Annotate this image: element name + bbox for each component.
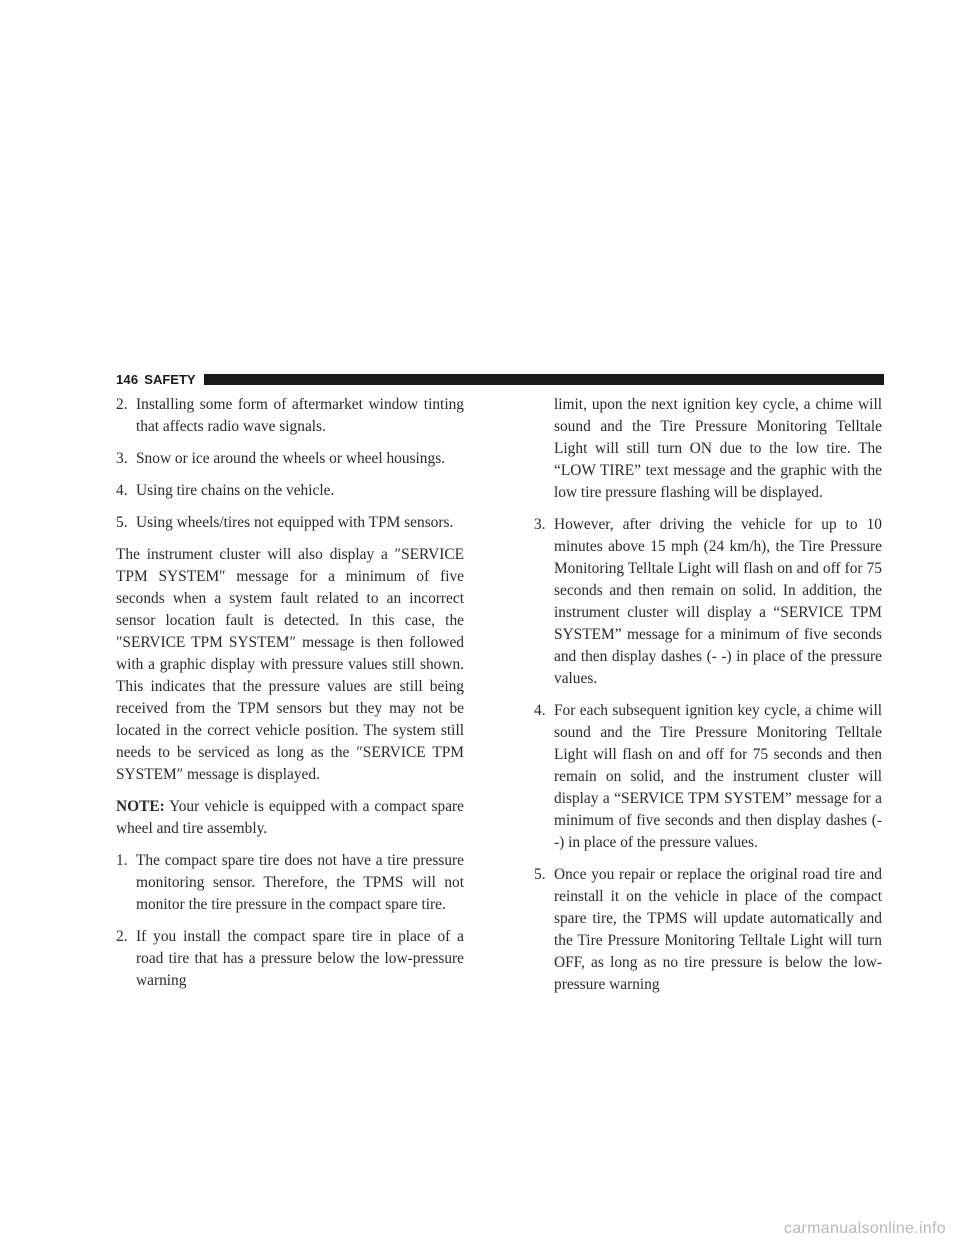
item-text: Installing some form of aftermarket window tinting that affects radio wave signals. [136, 396, 464, 435]
right-column [534, 394, 882, 1006]
list-item [116, 512, 464, 534]
note-label: NOTE: [116, 798, 165, 815]
list-item [534, 864, 882, 996]
page-number: 146 [116, 371, 139, 387]
page-header [116, 371, 884, 387]
item-number: 5. [116, 514, 128, 531]
list-item [116, 926, 464, 992]
item-number: 3. [534, 516, 546, 533]
left-column [116, 394, 464, 1002]
header-rule [204, 374, 884, 385]
list-item [116, 850, 464, 916]
note-paragraph [116, 796, 464, 840]
list-item [534, 700, 882, 854]
item-text: Snow or ice around the wheels or wheel housings. [136, 450, 446, 467]
item-number: 4. [116, 482, 128, 499]
item-text: Using tire chains on the vehicle. [136, 482, 335, 499]
item-text: Once you repair or replace the original road tire and reinstall it on the vehicle in place of the compact spare tire, the TPMS will update automatically and the Tire Pressure Monitoring Telltale Light will turn OFF, as long as no tire pressure is below the low-pressure warning [554, 866, 882, 993]
item-number: 1. [116, 852, 128, 869]
note-text: Your vehicle is equipped with a compact spare wheel and tire assembly. [116, 798, 464, 837]
list-item [534, 514, 882, 690]
item-number: 2. [116, 928, 128, 945]
continuation-text: limit, upon the next ignition key cycle, a chime will sound and the Tire Pressure Monitoring Telltale Light will still turn ON due to the low tire. The “LOW TIRE” text message and the graphic with the low tire pressure flashing will be displayed. [554, 396, 882, 501]
item-text: Using wheels/tires not equipped with TPM sensors. [136, 514, 454, 531]
item-text: If you install the compact spare tire in place of a road tire that has a pressure below the low-pressure warning [136, 928, 464, 989]
item-text: For each subsequent ignition key cycle, a chime will sound and the Tire Pressure Monitoring Telltale Light will flash on and off for 75 seconds and then remain on solid, and the instrument cluster will display a “SERVICE TPM SYSTEM” message for a minimum of five seconds and then display dashes (- -) in place of the pressure values. [554, 702, 882, 851]
section-title: SAFETY [144, 371, 196, 387]
item-number: 5. [534, 866, 546, 883]
item-number: 3. [116, 450, 128, 467]
list-item [116, 448, 464, 470]
list-item [116, 394, 464, 438]
item-text: However, after driving the vehicle for up to 10 minutes above 15 mph (24 km/h), the Tire Pressure Monitoring Telltale Light will flash on and off for 75 seconds and then remain on solid. In addition, the instrument cluster will display a “SERVICE TPM SYSTEM” message for a minimum of five seconds and then display dashes (- -) in place of the pressure values. [554, 516, 882, 687]
item-number: 2. [116, 396, 128, 413]
item-number: 4. [534, 702, 546, 719]
watermark: carmanualsonline.info [784, 1220, 946, 1237]
service-tpm-paragraph: The instrument cluster will also display a ″SERVICE TPM SYSTEM″ message for a minimum of five seconds when a system fault related to an incorrect sensor location fault is detected. In this case, the ″SERVICE TPM SYSTEM″ message is then followed with a graphic display with pressure values still shown. This indicates that the pressure values are still being received from the TPM sensors but they may not be located in the correct vehicle position. The system still needs to be serviced as long as the ″SERVICE TPM SYSTEM″ message is displayed. [116, 546, 464, 783]
item-text: The compact spare tire does not have a tire pressure monitoring sensor. Therefore, the TPMS will not monitor the tire pressure in the compact spare tire. [136, 852, 464, 913]
list-item [116, 480, 464, 502]
